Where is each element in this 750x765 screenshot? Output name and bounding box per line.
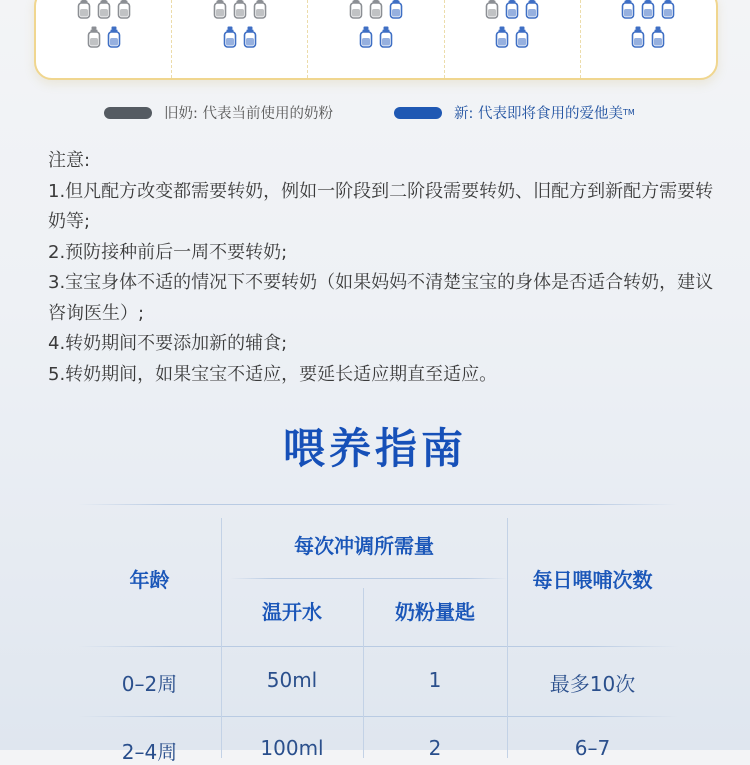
new-bottle-icon: [378, 26, 394, 52]
legend-old: [104, 102, 333, 123]
old-bottle-icon: [232, 0, 248, 23]
legend: [0, 102, 750, 126]
header-age: 年龄: [129, 568, 170, 592]
table-col-divider-3: [507, 518, 508, 758]
header-daily-feeds: 每日喂哺次数: [532, 568, 653, 592]
bottle-group: [205, 0, 275, 52]
new-bottle-icon: [504, 0, 520, 23]
row-1-age: 0–2周: [121, 672, 178, 696]
new-bottle-icon: [242, 26, 258, 52]
header-scoops: 奶粉量匙: [395, 600, 475, 624]
row-1-water: 50ml: [266, 668, 318, 692]
row-1-daily: 最多10次: [549, 672, 636, 696]
bottle-group: [341, 0, 411, 52]
old-bottle-icon: [252, 0, 268, 23]
table-top-rule: [78, 504, 678, 505]
new-bottle-icon: [660, 0, 676, 23]
header-water: 温开水: [262, 600, 322, 624]
new-bottle-icon: [630, 26, 646, 52]
note-item-2: 2.预防接种前后一周不要转奶;: [48, 241, 288, 263]
row-2-water: 100ml: [260, 736, 324, 760]
old-bottle-icon: [96, 0, 112, 23]
table-row-rule: [78, 716, 678, 717]
bottle-group: [69, 0, 139, 52]
bottle-group: [613, 0, 683, 52]
new-bottle-icon: [650, 26, 666, 52]
new-bottle-icon: [494, 26, 510, 52]
note-item-5: 5.转奶期间，如果宝宝不适应，要延长适应期直至适应。: [48, 363, 498, 385]
header-per-feed: 每次冲调所需量: [294, 534, 434, 558]
note-item-3: 3.宝宝身体不适的情况下不要转奶（如果妈妈不清楚宝宝的身体是否适合转奶，建议咨询医生）;: [48, 272, 714, 324]
row-2-age: 2–4周: [121, 740, 178, 764]
bottle-stage-2: [172, 0, 308, 78]
bottle-stage-4: [445, 0, 581, 78]
legend-old-label: 旧奶: 代表当前使用的奶粉: [164, 106, 333, 122]
new-bottle-icon: [388, 0, 404, 23]
new-bottle-icon: [222, 26, 238, 52]
new-bottle-icon: [524, 0, 540, 23]
legend-new-label: 新: 代表即将食用的爱他美: [454, 106, 623, 122]
table-subheader-rule: [230, 578, 508, 579]
notes-section: [48, 146, 714, 390]
bottle-stage-3: [308, 0, 444, 78]
bottle-stage-5: [581, 0, 716, 78]
old-bottle-icon: [212, 0, 228, 23]
notes-heading: 注意:: [48, 150, 91, 171]
bottle-group: [477, 0, 547, 52]
old-bottle-icon: [368, 0, 384, 23]
old-bottle-icon: [348, 0, 364, 23]
new-bottle-icon: [514, 26, 530, 52]
new-formula-swatch: [394, 107, 442, 119]
row-1-scoops: 1: [428, 668, 442, 692]
new-bottle-icon: [358, 26, 374, 52]
old-formula-swatch: [104, 107, 152, 119]
bottle-stage-1: [36, 0, 172, 78]
old-bottle-icon: [116, 0, 132, 23]
bottle-transition-card: [34, 0, 718, 80]
old-bottle-icon: [76, 0, 92, 23]
row-2-scoops: 2: [428, 736, 442, 760]
table-header-rule: [78, 646, 678, 647]
trademark-mark: TM: [623, 108, 635, 117]
note-item-1: 1.但凡配方改变都需要转奶，例如一阶段到二阶段需要转奶、旧配方到新配方需要转奶等;: [48, 180, 714, 232]
feeding-guide-title: 喂养指南: [282, 424, 467, 473]
new-bottle-icon: [106, 26, 122, 52]
new-bottle-icon: [620, 0, 636, 23]
old-bottle-icon: [86, 26, 102, 52]
legend-new: [394, 102, 635, 123]
row-2-daily: 6–7: [574, 736, 611, 760]
old-bottle-icon: [484, 0, 500, 23]
new-bottle-icon: [640, 0, 656, 23]
note-item-4: 4.转奶期间不要添加新的辅食;: [48, 333, 288, 354]
